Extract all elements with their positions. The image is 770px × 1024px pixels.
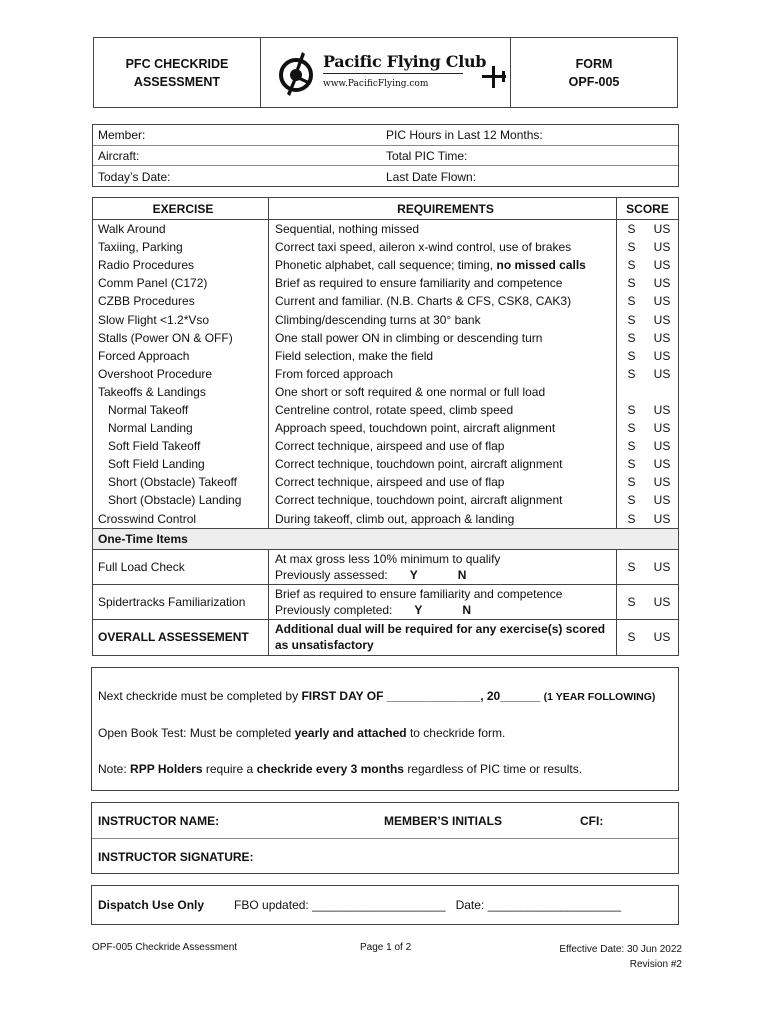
table-row	[93, 437, 678, 455]
score-s[interactable]: S	[627, 594, 636, 609]
exercise-name: Taxiing, Parking	[93, 238, 269, 256]
header-requirements: REQUIREMENTS	[269, 198, 617, 219]
requirement-text: Climbing/descending turns at 30° bank	[269, 310, 617, 328]
club-logo	[261, 38, 511, 107]
form-code: OPF-005	[568, 74, 620, 89]
requirement-text: One short or soft required & one normal or full load	[269, 383, 617, 401]
score-cell	[617, 274, 678, 292]
table-row	[93, 383, 678, 401]
last-flown-field[interactable]: Last Date Flown:	[386, 169, 477, 184]
exercise-name: Crosswind Control	[93, 510, 269, 528]
footer-effective-date: Effective Date: 30 Jun 2022	[559, 944, 682, 955]
total-pic-field[interactable]: Total PIC Time:	[386, 148, 468, 163]
score-s[interactable]: S	[627, 559, 636, 574]
requirement-text: Correct technique, airspeed and use of flap	[269, 473, 617, 491]
table-header	[93, 198, 678, 220]
member-field[interactable]: Member:	[98, 127, 146, 142]
table-row	[93, 347, 678, 365]
score-s[interactable]: S	[627, 258, 636, 273]
pic-hours-field[interactable]: PIC Hours in Last 12 Months:	[386, 127, 543, 142]
exercise-name: Soft Field Landing	[93, 455, 269, 473]
score-cell	[617, 238, 678, 256]
table-row	[93, 585, 678, 620]
exercise-name: Comm Panel (C172)	[93, 274, 269, 292]
requirement-text: Brief as required to ensure familiarity and competence	[275, 586, 563, 601]
requirement-text: Correct technique, touchdown point, aircraft alignment	[269, 455, 617, 473]
footer-page-number: Page 1 of 2	[360, 942, 412, 953]
requirement-text: Correct technique, airspeed and use of flap	[269, 437, 617, 455]
yes-option[interactable]: Y	[409, 567, 418, 582]
table-row	[93, 220, 678, 238]
exercise-name: Slow Flight <1.2*Vso	[93, 310, 269, 328]
instructor-section	[91, 802, 679, 874]
form-header	[93, 37, 678, 108]
score-cell	[617, 256, 678, 274]
score-cell	[617, 491, 678, 509]
table-row	[93, 292, 678, 310]
score-us[interactable]: US	[653, 366, 671, 381]
score-cell	[617, 310, 678, 328]
exercise-name: Walk Around	[93, 220, 269, 238]
cfi-field[interactable]: CFI:	[580, 813, 604, 828]
score-us[interactable]: US	[653, 493, 671, 508]
score-us[interactable]: US	[653, 594, 671, 609]
form-label: FORM	[575, 56, 613, 71]
score-s[interactable]: S	[627, 457, 636, 472]
score-s[interactable]: S	[627, 366, 636, 381]
instructor-signature-field[interactable]: INSTRUCTOR SIGNATURE:	[98, 850, 254, 864]
dispatch-section	[91, 885, 679, 925]
instructor-name-field[interactable]: INSTRUCTOR NAME:	[98, 813, 220, 828]
exercise-name: Normal Landing	[93, 419, 269, 437]
previously-assessed-label: Previously assessed:	[275, 567, 388, 582]
score-s[interactable]: S	[627, 294, 636, 309]
overall-label: OVERALL ASSESSEMENT	[93, 620, 269, 655]
requirement-text: Centreline control, rotate speed, climb speed	[269, 401, 617, 419]
footer-revision: Revision #2	[629, 959, 682, 970]
requirement-text: Current and familiar. (N.B. Charts & CFS, CSK8, CAK3)	[269, 292, 617, 310]
requirement-text: During takeoff, climb out, approach & landing	[269, 510, 617, 528]
score-us[interactable]: US	[653, 630, 671, 645]
score-cell	[617, 437, 678, 455]
score-us[interactable]: US	[653, 457, 671, 472]
member-initials-field[interactable]: MEMBER’S INITIALS	[384, 813, 503, 828]
dispatch-date-field[interactable]: Date: ____________________	[455, 898, 622, 912]
exercise-name: Short (Obstacle) Takeoff	[93, 473, 269, 491]
exercise-name: Normal Takeoff	[93, 401, 269, 419]
score-cell	[617, 383, 678, 401]
requirement-text: Field selection, make the field	[269, 347, 617, 365]
form-title-line2: ASSESSMENT	[133, 74, 221, 89]
exercise-name: Soft Field Takeoff	[93, 437, 269, 455]
one-time-heading: One-Time Items	[93, 528, 678, 550]
no-option[interactable]: N	[462, 602, 472, 617]
score-cell	[617, 419, 678, 437]
exercise-name: Radio Procedures	[93, 256, 269, 274]
score-s[interactable]: S	[627, 348, 636, 363]
overall-text-line2: as unsatisfactory	[275, 638, 374, 653]
requirement-text: One stall power ON in climbing or descending turn	[269, 329, 617, 347]
table-row	[93, 310, 678, 328]
score-cell	[617, 455, 678, 473]
score-us[interactable]: US	[653, 421, 671, 436]
score-cell	[617, 292, 678, 310]
table-row	[93, 256, 678, 274]
footer-form-name: OPF-005 Checkride Assessment	[92, 942, 238, 953]
score-s[interactable]: S	[627, 240, 636, 255]
club-name: Pacific Flying Club	[323, 51, 487, 71]
requirement-text: Correct taxi speed, aileron x-wind control, use of brakes	[269, 238, 617, 256]
club-url: www.PacificFlying.com	[323, 73, 463, 93]
score-us[interactable]: US	[653, 312, 671, 327]
dispatch-label: Dispatch Use Only	[98, 898, 205, 912]
table-row	[93, 401, 678, 419]
score-s[interactable]: S	[627, 312, 636, 327]
score-us[interactable]: US	[653, 222, 671, 237]
table-row	[93, 329, 678, 347]
score-s[interactable]: S	[627, 511, 636, 526]
rpp-note: Note: RPP Holders require a checkride every 3 months regardless of PIC time or results.	[98, 762, 583, 776]
table-row	[93, 550, 678, 585]
checkride-notes	[91, 667, 679, 791]
header-score: SCORE	[626, 201, 669, 216]
score-cell	[617, 510, 678, 528]
score-us[interactable]: US	[653, 294, 671, 309]
requirement-text: Approach speed, touchdown point, aircraft alignment	[269, 419, 617, 437]
exercise-name: Takeoffs & Landings	[93, 383, 269, 401]
next-checkride-note: Next checkride must be completed by FIRST DAY OF ______________, 20______ (1 YEAR FOLLOWING)	[98, 689, 656, 703]
table-row	[93, 455, 678, 473]
score-s[interactable]: S	[627, 421, 636, 436]
todays-date-field[interactable]: Today’s Date:	[98, 169, 171, 184]
fbo-updated-field[interactable]: FBO updated: ____________________	[234, 898, 446, 912]
table-row	[93, 419, 678, 437]
score-cell	[617, 220, 678, 238]
score-us[interactable]: US	[653, 475, 671, 490]
open-book-note: Open Book Test: Must be completed yearly and attached to checkride form.	[98, 726, 506, 740]
table-row	[93, 510, 678, 528]
exercise-name: Short (Obstacle) Landing	[93, 491, 269, 509]
score-cell	[617, 473, 678, 491]
table-row	[93, 491, 678, 509]
airplane-icon	[480, 63, 508, 91]
form-title-line1: PFC CHECKRIDE	[125, 56, 229, 71]
score-s[interactable]: S	[627, 222, 636, 237]
yes-option[interactable]: Y	[414, 602, 423, 617]
score-s[interactable]: S	[627, 330, 636, 345]
overall-row	[93, 620, 678, 655]
score-s[interactable]: S	[627, 439, 636, 454]
previously-completed-label: Previously completed:	[275, 602, 393, 617]
score-cell	[617, 329, 678, 347]
score-us[interactable]: US	[653, 240, 671, 255]
score-cell	[617, 365, 678, 383]
no-option[interactable]: N	[457, 567, 467, 582]
requirement-text: From forced approach	[269, 365, 617, 383]
exercise-table	[92, 197, 679, 656]
exercise-name: Stalls (Power ON & OFF)	[93, 329, 269, 347]
score-us[interactable]: US	[653, 276, 671, 291]
exercise-name: Full Load Check	[93, 550, 269, 584]
score-us[interactable]: US	[653, 511, 671, 526]
score-s[interactable]: S	[627, 276, 636, 291]
requirement-text: Brief as required to ensure familiarity and competence	[269, 274, 617, 292]
propeller-logo-icon	[277, 48, 315, 98]
score-us[interactable]: US	[653, 402, 671, 417]
score-us[interactable]: US	[653, 330, 671, 345]
table-row	[93, 238, 678, 256]
exercise-name: Forced Approach	[93, 347, 269, 365]
requirement-text: Sequential, nothing missed	[269, 220, 617, 238]
overall-text-line1: Additional dual will be required for any exercise(s) scored	[275, 622, 606, 637]
exercise-name: Overshoot Procedure	[93, 365, 269, 383]
exercise-rows	[93, 220, 678, 528]
score-cell	[617, 347, 678, 365]
table-row	[93, 473, 678, 491]
exercise-name: Spidertracks Familiarization	[93, 585, 269, 619]
form-title	[94, 38, 261, 107]
score-us[interactable]: US	[653, 348, 671, 363]
score-s[interactable]: S	[627, 402, 636, 417]
score-cell	[617, 401, 678, 419]
header-exercise: EXERCISE	[93, 198, 269, 219]
score-s[interactable]: S	[627, 475, 636, 490]
requirement-text: Correct technique, touchdown point, aircraft alignment	[269, 491, 617, 509]
exercise-name: CZBB Procedures	[93, 292, 269, 310]
requirement-text: At max gross less 10% minimum to qualify	[275, 551, 501, 566]
table-row	[93, 274, 678, 292]
form-number	[511, 38, 677, 107]
score-s[interactable]: S	[627, 493, 636, 508]
score-us[interactable]: US	[653, 559, 671, 574]
aircraft-field[interactable]: Aircraft:	[98, 148, 140, 163]
score-us[interactable]: US	[653, 258, 671, 273]
member-info	[92, 124, 679, 187]
requirement-text: Phonetic alphabet, call sequence; timing, no missed calls	[269, 256, 617, 274]
score-s[interactable]: S	[627, 630, 636, 645]
table-row	[93, 365, 678, 383]
score-us[interactable]: US	[653, 439, 671, 454]
